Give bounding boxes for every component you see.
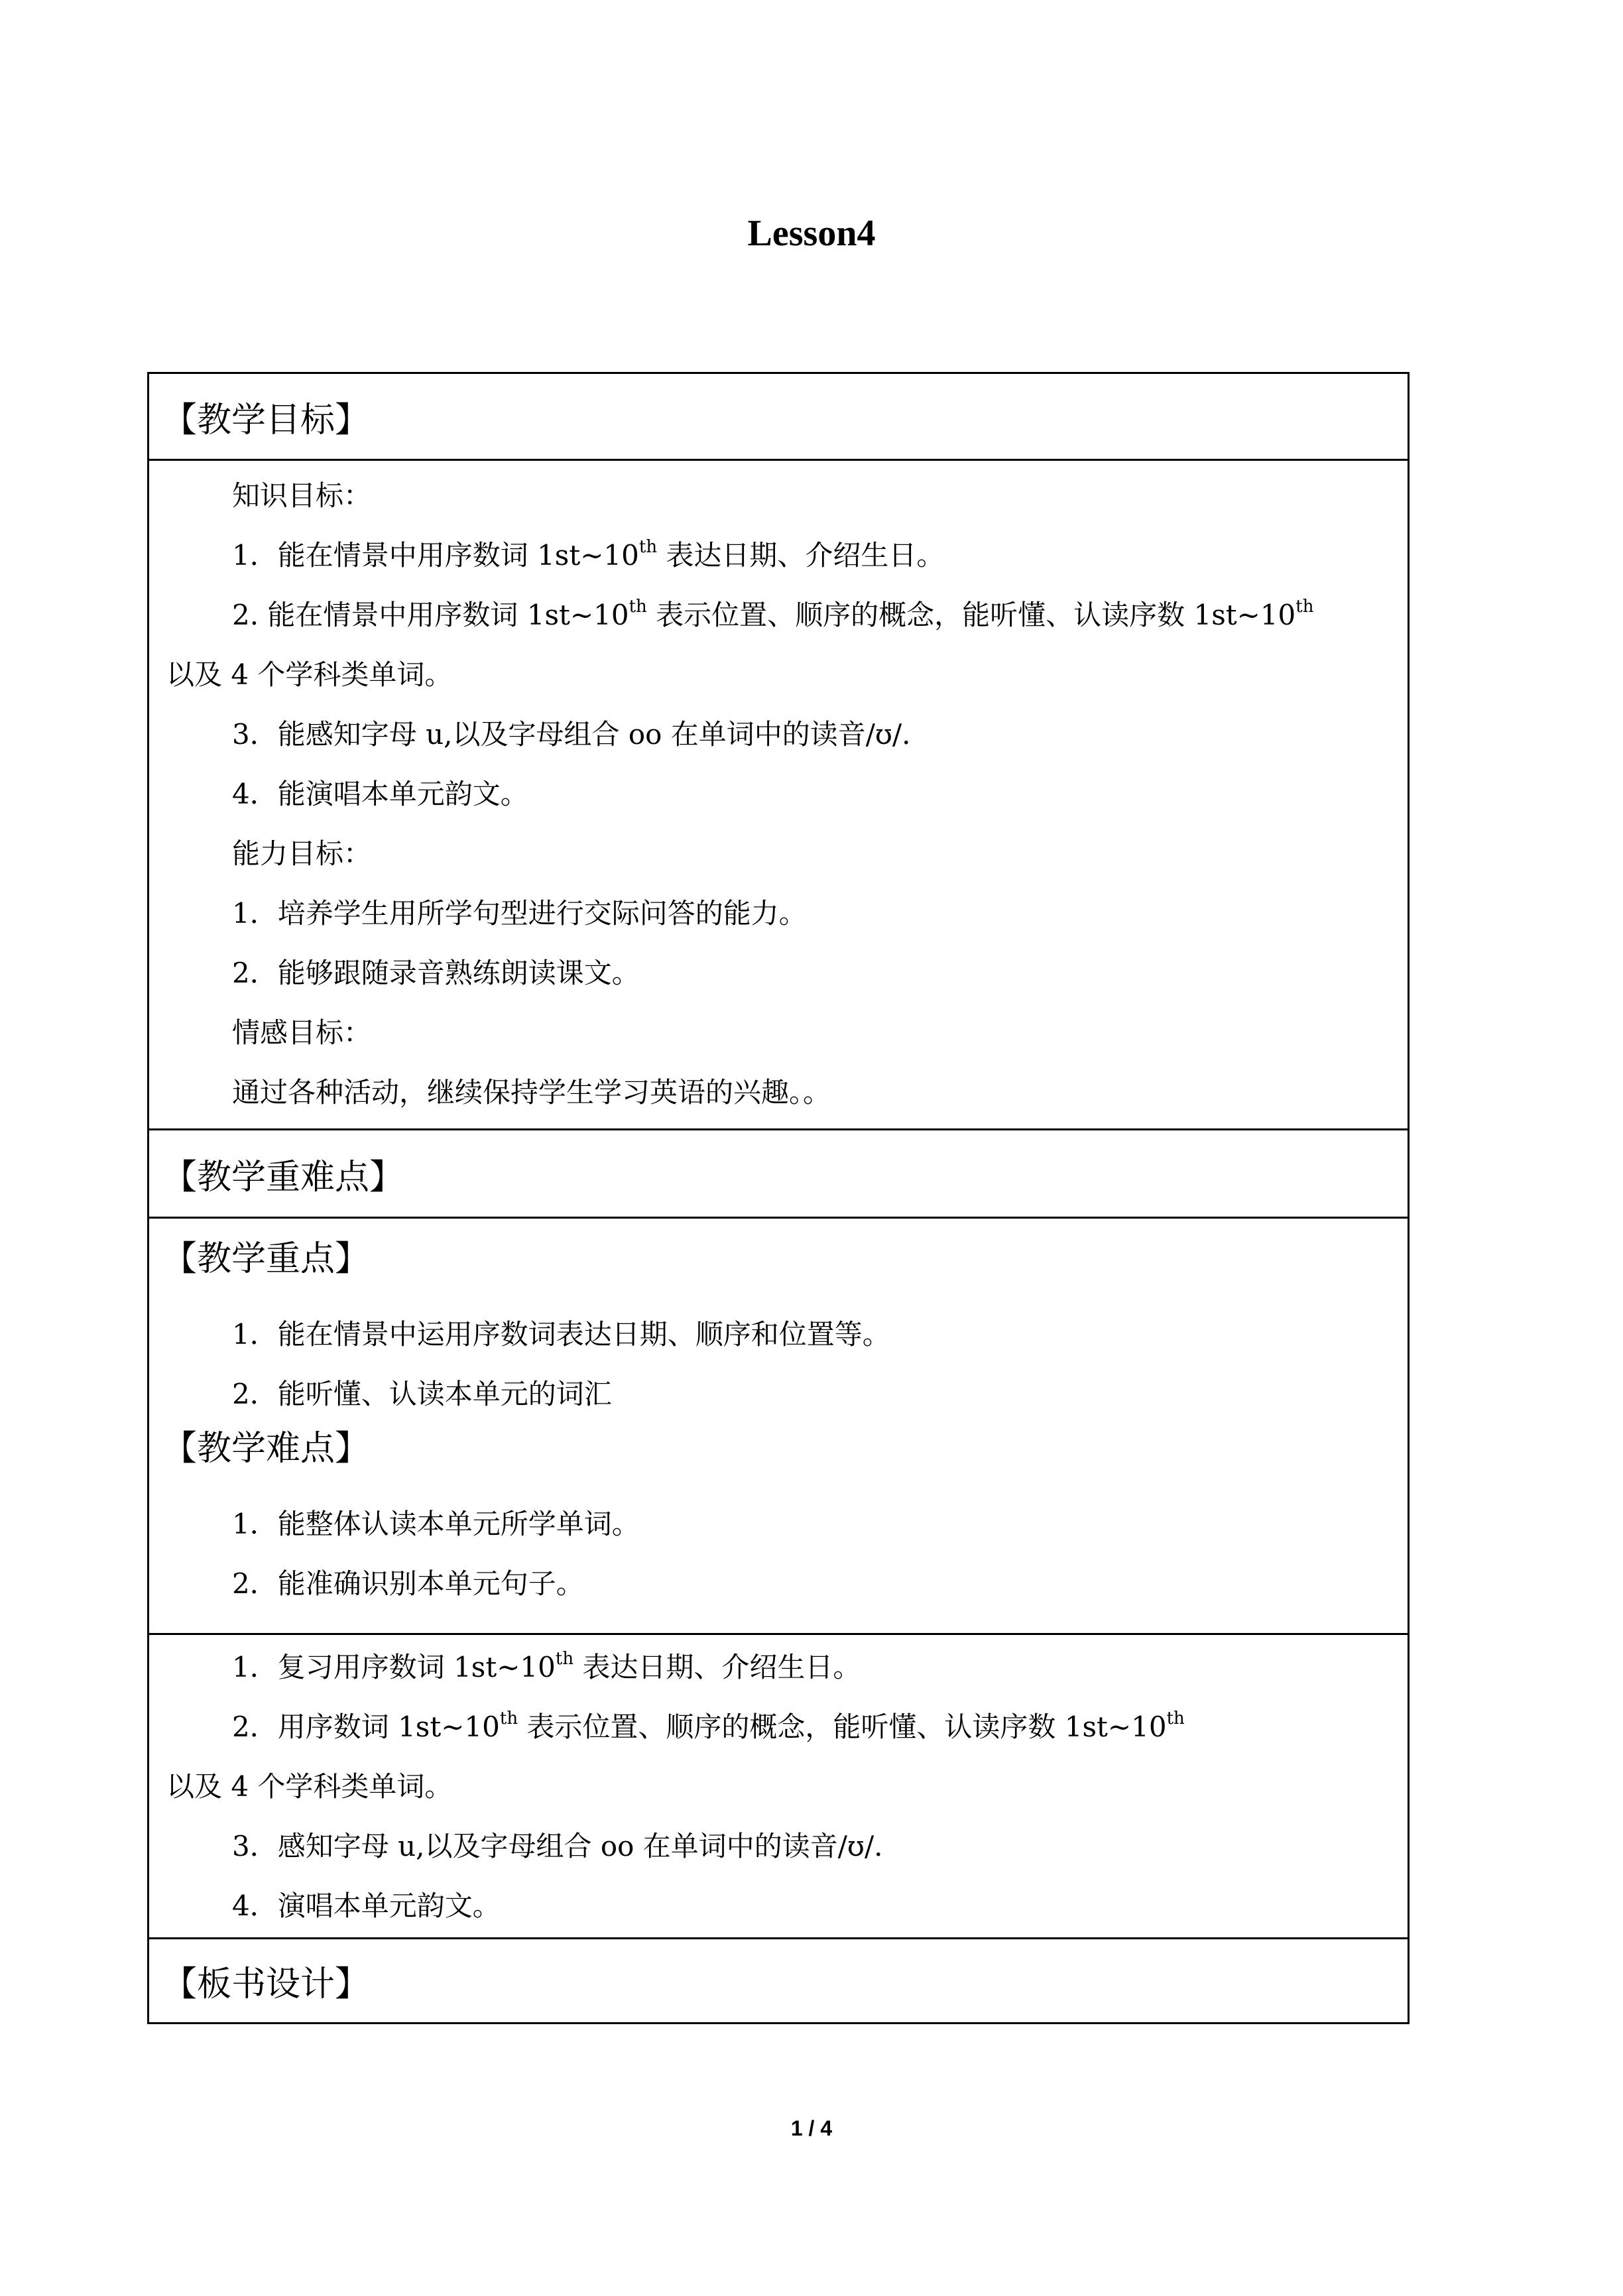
knowledge-item-2: 2. 能在情景中用序数词 1st~10th 表示位置、顺序的概念，能听懂、认读序数 1st~10th — [232, 597, 1314, 631]
ability-item-1: 1．培养学生用所学句型进行交际问答的能力。 — [232, 897, 807, 930]
key-points-row — [149, 1219, 1408, 1635]
review-item-2: 2．用序数词 1st~10th 表示位置、顺序的概念，能听懂、认读序数 1st~10th — [232, 1709, 1185, 1743]
review-item-1: 1．复习用序数词 1st~10th 表达日期、介绍生日。 — [232, 1649, 861, 1683]
difficult-points-header: 【教学难点】 — [162, 1429, 370, 1469]
review-row — [149, 1635, 1408, 1939]
key-point-1: 1．能在情景中运用序数词表达日期、顺序和位置等。 — [232, 1318, 890, 1351]
emotion-item-1: 通过各种活动，继续保持学生学习英语的兴趣。。 — [232, 1076, 831, 1109]
knowledge-item-4: 4．能演唱本单元韵文。 — [232, 778, 528, 810]
ability-item-2: 2．能够跟随录音熟练朗读课文。 — [232, 957, 640, 989]
knowledge-heading: 知识目标： — [232, 479, 372, 512]
board-design-row — [149, 1939, 1408, 2022]
knowledge-item-2-continued: 以及 4 个学科类单词。 — [166, 658, 453, 691]
key-point-2: 2．能听懂、认读本单元的词汇 — [232, 1378, 612, 1410]
document-title: Lesson4 — [747, 213, 876, 254]
board-design-header: 【板书设计】 — [162, 1964, 370, 2004]
review-item-3: 3．感知字母 u,以及字母组合 oo 在单词中的读音/ʊ/. — [232, 1830, 883, 1862]
emotion-heading: 情感目标： — [232, 1016, 372, 1049]
key-points-header: 【教学重点】 — [162, 1239, 370, 1279]
knowledge-item-1: 1．能在情景中用序数词 1st~10th 表达日期、介绍生日。 — [232, 537, 945, 572]
key-difficult-header-row — [149, 1130, 1408, 1219]
difficult-point-2: 2．能准确识别本单元句子。 — [232, 1567, 584, 1600]
ability-heading: 能力目标： — [232, 837, 372, 870]
page-number: 1 / 4 — [790, 2116, 833, 2140]
difficult-point-1: 1．能整体认读本单元所学单词。 — [232, 1508, 640, 1540]
knowledge-item-3: 3．能感知字母 u,以及字母组合 oo 在单词中的读音/ʊ/. — [232, 718, 911, 751]
review-item-2-continued: 以及 4 个学科类单词。 — [166, 1770, 453, 1803]
objectives-header: 【教学目标】 — [162, 400, 370, 440]
objectives-header-row — [149, 374, 1408, 461]
review-item-4: 4．演唱本单元韵文。 — [232, 1890, 501, 1922]
key-difficult-header: 【教学重难点】 — [162, 1157, 404, 1197]
objectives-content-row — [149, 461, 1408, 1130]
lesson-plan-table — [147, 372, 1410, 2024]
